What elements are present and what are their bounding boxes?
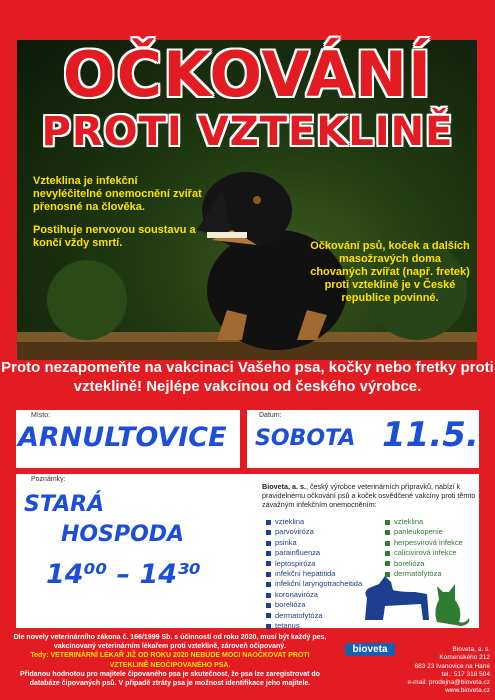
- disease-item: infekční laryngotracheitida: [266, 579, 362, 589]
- info-paragraph: Vzteklina je infekční nevyléčitelné onemocnění zvířat přenosné na člověka.: [33, 175, 202, 213]
- bioveta-description: , český výrobce veterinárních přípravků, nabízí k pravidelnému očkování psů a koček osvědčené vakcíny proti těmto závažným infekčním onemocněním:: [262, 482, 476, 509]
- datum-day: SOBOTA: [255, 426, 356, 451]
- page-subtitle: PROTI VZTEKLINĚ: [41, 109, 454, 155]
- disease-item: vzteklina: [385, 517, 463, 527]
- disease-item: psinka: [266, 538, 362, 548]
- footer-legal: [10, 633, 330, 688]
- contact-company: Bioveta, a. s.: [452, 646, 490, 653]
- info-paragraph: Postihuje nervovou soustavu a končí vždy smrtí.: [33, 224, 196, 249]
- footer-line-highlight: Tedy: VETERINÁRNÍ LÉKAŘ JIŽ OD ROKU 2020 NEBUDE MOCI NAOČKOVAT PROTI VZTEKLINĚ NEOČIPOVANÉHO PSA.: [30, 652, 310, 669]
- bioveta-intro: [262, 482, 477, 509]
- datum-label: Datum:: [259, 412, 282, 419]
- bioveta-name: Bioveta, a. s.: [262, 482, 306, 491]
- disease-item: calicivirová infekce: [385, 548, 463, 558]
- info-right: Očkování psů, koček a dalších masožravých doma chovaných zvířat (např. fretek) proti vzteklině je v České republice povinné.: [310, 240, 470, 304]
- disease-item: tetanus: [266, 621, 362, 631]
- footer-line: Přidanou hodnotou pro majitele čipovaného psa je skutečnost, že psa lze zaregistrovat do databáze čipovaných psů. V případě ztráty psa je možnost identifikace jeho majitele.: [20, 670, 320, 688]
- disease-item: dermatofytóza: [385, 569, 463, 579]
- title-area: [0, 0, 495, 160]
- disease-item: leptospiróza: [266, 559, 362, 569]
- contact-street: Komenského 212: [439, 654, 490, 662]
- contact-email[interactable]: e-mail: prodejna@bioveta.cz: [407, 679, 490, 687]
- misto-label: Místo:: [31, 412, 51, 419]
- footer-line: Dle novely veterinárního zákona č. 166/1999 Sb. s účinností od roku 2020, musí být každý pes, vakcinovaný veterinárním lékařem proti vzteklině, zároveň očipovaný.: [13, 634, 327, 651]
- datum-date: 11.5.: [382, 415, 479, 455]
- contact-block: [400, 646, 490, 696]
- info-left: [33, 175, 203, 260]
- disease-item: koronaviróza: [266, 590, 362, 600]
- poznamky-line2: HOSPODA: [61, 522, 185, 547]
- misto-box: [16, 410, 240, 468]
- bioveta-logo: bioveta: [345, 643, 395, 656]
- disease-item: vzteklina: [266, 517, 362, 527]
- poznamky-line1: STARÁ: [24, 492, 105, 517]
- poznamky-time: 14⁰⁰ – 14³⁰: [46, 559, 201, 590]
- disease-item: borelióza: [385, 559, 463, 569]
- contact-city: 683 23 Ivanovice na Hané: [414, 662, 490, 670]
- disease-item: panleukopenie: [385, 527, 463, 537]
- datum-box: [247, 410, 479, 468]
- disease-item: parainfluenza: [266, 548, 362, 558]
- dog-cat-silhouette-icon: [355, 570, 475, 626]
- contact-phone: tel.: 517 318 504: [441, 670, 490, 678]
- disease-item: borelióza: [266, 600, 362, 610]
- disease-item: parvoviróza: [266, 527, 362, 537]
- disease-list-dogs: [266, 517, 362, 631]
- poznamky-label: Poznámky:: [31, 476, 66, 483]
- disease-item: herpesvirová infekce: [385, 538, 463, 548]
- disease-item: infekční hepatitida: [266, 569, 362, 579]
- contact-web[interactable]: www.bioveta.cz: [445, 687, 490, 695]
- page-title: OČKOVÁNÍ: [62, 38, 433, 111]
- misto-value: ARNULTOVICE: [18, 422, 227, 453]
- disease-item: dermatofytóza: [266, 611, 362, 621]
- slogan: Proto nezapomeňte na vakcinaci Vašeho psa, kočky nebo fretky proti vzteklině! Nejlépe vakcínou od českého výrobce.: [1, 359, 494, 395]
